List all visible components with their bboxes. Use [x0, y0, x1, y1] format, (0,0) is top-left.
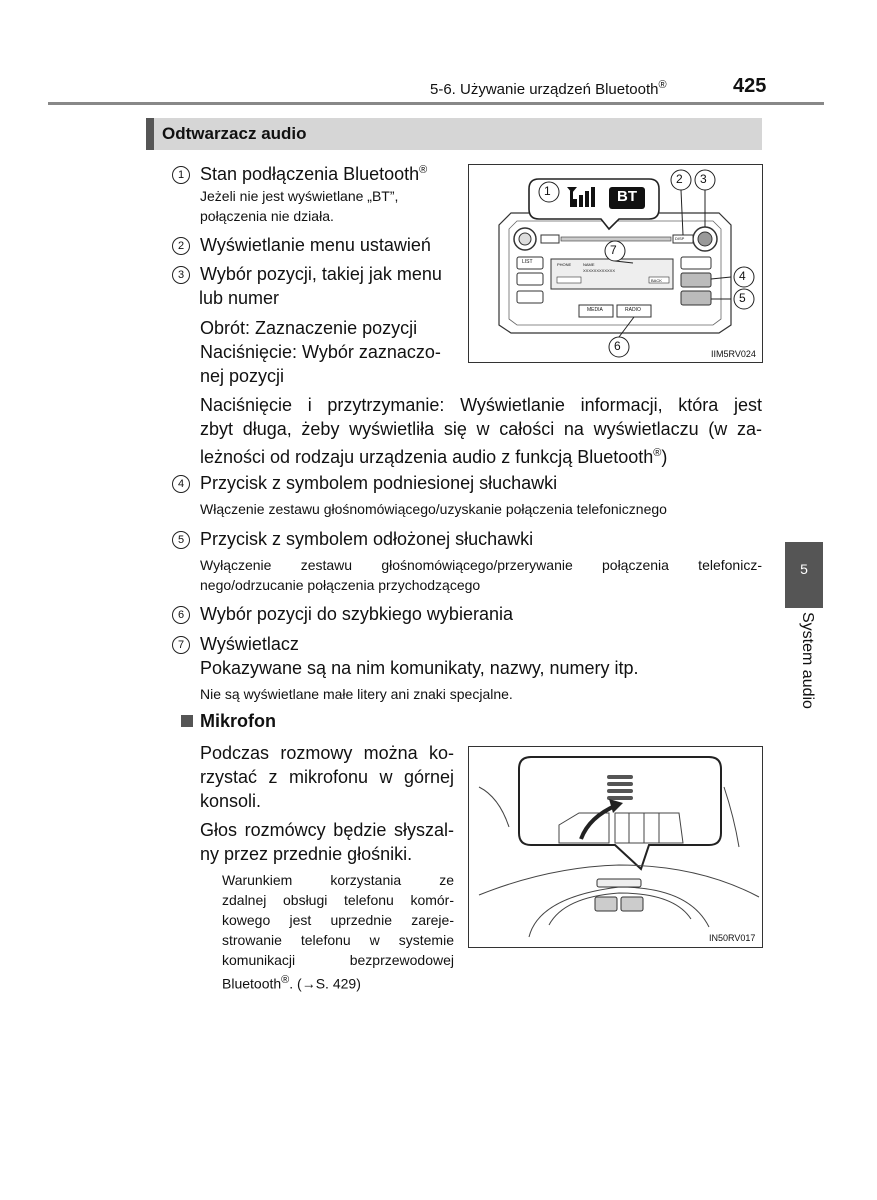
- callout-4: 4: [739, 269, 746, 283]
- callout-3: 3: [700, 172, 707, 186]
- audio-unit-illustration: [469, 165, 762, 362]
- page-number: 425: [733, 75, 767, 97]
- item-7: 7 Wyświetlacz: [172, 632, 299, 656]
- item-number: 6: [172, 606, 190, 624]
- radio-button-label: RADIO: [625, 307, 641, 313]
- item-number: 3: [172, 266, 190, 284]
- microphone-figure: [468, 746, 763, 948]
- screen-number-label: XXXXXXXXXXXX: [583, 268, 616, 273]
- microphone-para-2: Głos rozmówcy będzie słyszal- ny przez przednie głośniki.: [200, 820, 454, 864]
- overhead-console-illustration: [469, 747, 762, 947]
- callout-2: 2: [676, 172, 683, 186]
- callout-5: 5: [739, 291, 746, 305]
- item-number: 5: [172, 531, 190, 549]
- section-accent: [146, 118, 154, 150]
- chapter-tab-label: System audio: [799, 612, 816, 709]
- item-3: 3 Wybór pozycji, takiej jak menu: [172, 262, 442, 286]
- disp-button-label: DISP: [675, 236, 685, 241]
- item-number: 7: [172, 636, 190, 654]
- callout-6: 6: [614, 339, 621, 353]
- figure-code: IIM5RV024: [711, 349, 756, 359]
- item-1-note: Jeżeli nie jest wyświetlane „BT”, połączenia nie działa.: [200, 188, 399, 224]
- screen-name-label: NAME: [583, 262, 595, 267]
- audio-unit-figure: [468, 164, 763, 363]
- chapter-tab: 5: [785, 542, 823, 608]
- item-7-detail: Pokazywane są na nim komunikaty, nazwy, numery itp.: [200, 658, 639, 678]
- item-3-detail: Obrót: Zaznaczenie pozycji Naciśnięcie: Wybór zaznaczo- nej pozycji: [200, 318, 441, 386]
- figure-code: IN50RV017: [709, 933, 756, 943]
- item-number: 2: [172, 237, 190, 255]
- microphone-heading: Mikrofon: [200, 711, 276, 731]
- bt-label: BT: [617, 188, 637, 205]
- square-bullet-icon: [181, 715, 193, 727]
- chapter-title: 5-6. Używanie urządzeń Bluetooth®: [430, 79, 667, 98]
- callout-1: 1: [544, 184, 551, 198]
- item-5: 5 Przycisk z symbolem odłożonej słuchawki: [172, 527, 533, 551]
- item-5-note: Wyłączenie zestawu głośnomówiącego/przerywanie połączenia telefonicz- nego/odrzucanie połączenia przychodzącego: [200, 557, 762, 593]
- item-4-note: Włączenie zestawu głośnomówiącego/uzyskanie połączenia telefonicznego: [200, 501, 667, 517]
- list-button-label: LIST: [522, 259, 533, 265]
- item-1: 1 Stan podłączenia Bluetooth®: [172, 158, 427, 186]
- item-number: 4: [172, 475, 190, 493]
- microphone-note: Warunkiem korzystania ze zdalnej obsługi telefonu komór- kowego jest uprzednie zareje- strowanie telefonu w systemie komunikacji bezprzewodowej Bluetooth®. (→S. 429): [222, 872, 454, 992]
- screen-phone-label: PHONE: [557, 262, 572, 267]
- media-button-label: MEDIA: [587, 307, 603, 313]
- item-2: 2 Wyświetlanie menu ustawień: [172, 233, 431, 257]
- section-title: Odtwarzacz audio: [162, 124, 307, 143]
- item-3-title-cont: lub numer: [199, 288, 280, 308]
- item-3-long-note: Naciśnięcie i przytrzymanie: Wyświetlanie informacji, która jest zbyt długa, żeby wyświetliła się w całości na wyświetlaczu (w za- leżności od rodzaju urządzenia audio z funkcją Bluetooth®): [200, 395, 762, 467]
- item-6: 6 Wybór pozycji do szybkiego wybierania: [172, 602, 513, 626]
- section-heading-bar: [146, 118, 762, 150]
- microphone-para-1: Podczas rozmowy można ko- rzystać z mikrofonu w górnej konsoli.: [200, 743, 454, 811]
- item-number: 1: [172, 166, 190, 184]
- header-rule: [48, 102, 824, 105]
- callout-7: 7: [610, 243, 617, 257]
- item-4: 4 Przycisk z symbolem podniesionej słuchawki: [172, 471, 557, 495]
- item-7-note: Nie są wyświetlane małe litery ani znaki specjalne.: [200, 686, 513, 702]
- back-button-label: BACK: [651, 278, 662, 283]
